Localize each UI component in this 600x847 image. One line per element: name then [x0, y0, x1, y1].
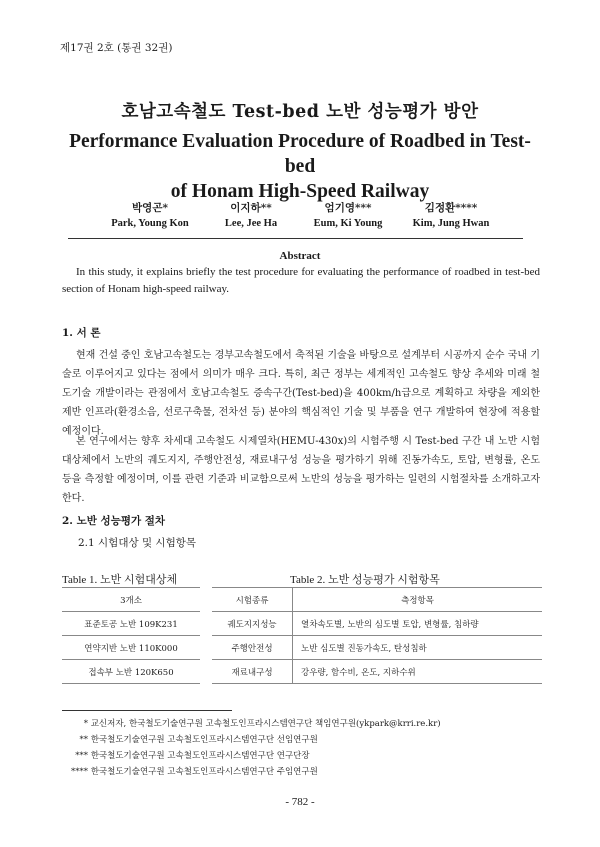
author-name-ko: 엄기영***	[324, 202, 372, 214]
footnote-text: 교신저자, 한국철도기술연구원 고속철도인프라시스템연구단 책임연구원(ykpark@krri.re.kr)	[90, 719, 441, 729]
footnote	[62, 717, 441, 729]
page-number: - 782 -	[285, 796, 315, 808]
author-name-ko: 박영곤*	[132, 202, 168, 214]
table-cell: 주행안전성	[212, 636, 293, 660]
table-row	[62, 588, 200, 612]
footnote-text: 한국철도기술연구원 고속철도인프라시스템연구단 주임연구원	[90, 767, 318, 777]
table-1-caption: Table 1. 노반 시험대상체	[62, 574, 178, 586]
table-header-cell: 시험종류	[212, 588, 293, 612]
table-row	[62, 612, 200, 636]
table-cell: 궤도지지성능	[212, 612, 293, 636]
table-1	[62, 587, 200, 684]
author-name-en: Lee, Jee Ha	[224, 218, 278, 229]
author-3	[293, 200, 403, 229]
table-header-cell: 측정항목	[293, 588, 543, 612]
section-1-paragraph-2: 본 연구에서는 향후 차세대 고속철도 시제열차(HEMU-430x)의 시험주행 시 Test-bed 구간 내 노반 시험대상체에서 노반의 궤도지지, 주행안전성, 재료내구성 성능을 평가하기 위해 진동가속도, 토압, 변형률, 온도 등을 측정할 예정이며, 이를 관련 기준과 비교함으로써 노반의 성능을 평가하는 일련의 시험절차를 소개하고자 한다.	[62, 436, 540, 504]
header-divider	[68, 238, 523, 239]
author-4	[396, 200, 506, 229]
footnote	[62, 765, 318, 777]
table-row	[212, 588, 542, 612]
section-1-paragraph-1: 현재 건설 중인 호남고속철도는 경부고속철도에서 축적된 기술을 바탕으로 설계부터 시공까지 순수 국내 기술로 이루어지고 있다는 점에서 의미가 매우 크다. 특히, 최근 정부는 세계적인 고속철도 향상 추세와 미래 철도기술 개발이라는 관점에서 호남고속철도 증속구간(Test-bed)을 400km/h급으로 계획하고 차량을 제외한 제반 인프라(환경소음, 선로구축물, 전차선 등) 분야의 핵심적인 기술 및 부품을 연구 개발하여 현장에 적용할 예정이다.	[62, 350, 540, 437]
author-name-ko: 이지하**	[230, 202, 272, 214]
author-name-en: Park, Young Kon	[111, 218, 189, 229]
table-cell: 연약지반 노반 110K000	[62, 636, 200, 660]
section-1-heading: 1. 서 론	[62, 327, 101, 339]
footnote-mark: *	[83, 719, 88, 729]
table-cell: 강우량, 함수비, 온도, 지하수위	[293, 660, 543, 684]
table-row	[62, 660, 200, 684]
footnote-text: 한국철도기술연구원 고속철도인프라시스템연구단 연구단장	[90, 751, 310, 761]
table-header-cell: 3개소	[62, 588, 200, 612]
author-name-en: Eum, Ki Young	[313, 218, 383, 229]
table-2-caption: Table 2. 노반 성능평가 시험항목	[290, 574, 440, 586]
table-cell: 재료내구성	[212, 660, 293, 684]
table-row	[212, 660, 542, 684]
table-cell: 노반 심도별 진동가속도, 탄성침하	[293, 636, 543, 660]
footnote-mark: ***	[75, 751, 88, 761]
title-english-line2: of Honam High-Speed Railway	[170, 181, 430, 202]
table-2	[212, 587, 542, 684]
subsection-2-1-heading: 2.1 시험대상 및 시험항목	[78, 537, 196, 549]
footnote-divider	[62, 710, 232, 711]
author-1	[95, 200, 205, 229]
author-name-en: Kim, Jung Hwan	[412, 218, 490, 229]
table-row	[62, 636, 200, 660]
author-2	[196, 200, 306, 229]
footnote	[62, 749, 310, 761]
footnote-mark: ****	[71, 767, 88, 777]
abstract-heading: Abstract	[279, 250, 321, 262]
table-row	[212, 636, 542, 660]
title-english-line1: Performance Evaluation Procedure of Roadbed in Test-bed	[69, 131, 531, 177]
footnote-text: 한국철도기술연구원 고속철도인프라시스템연구단 선임연구원	[90, 735, 318, 745]
abstract-text: In this study, it explains briefly the test procedure for evaluating the performance of roadbed in test-bed section of Honam high-speed railway.	[62, 266, 540, 295]
title-english	[60, 129, 540, 204]
table-row	[212, 612, 542, 636]
author-name-ko: 김정환****	[424, 202, 478, 214]
table-cell: 접속부 노반 120K650	[62, 660, 200, 684]
section-2-heading: 2. 노반 성능평가 절차	[62, 515, 166, 527]
footnote	[62, 733, 318, 745]
journal-issue: 제17권 2호 (통권 32권)	[60, 42, 173, 54]
footnote-mark: **	[79, 735, 88, 745]
title-korean: 호남고속철도 Test-bed 노반 성능평가 방안	[121, 102, 479, 122]
table-cell: 표준토공 노반 109K231	[62, 612, 200, 636]
table-cell: 열차속도별, 노반의 심도별 토압, 변형률, 침하량	[293, 612, 543, 636]
